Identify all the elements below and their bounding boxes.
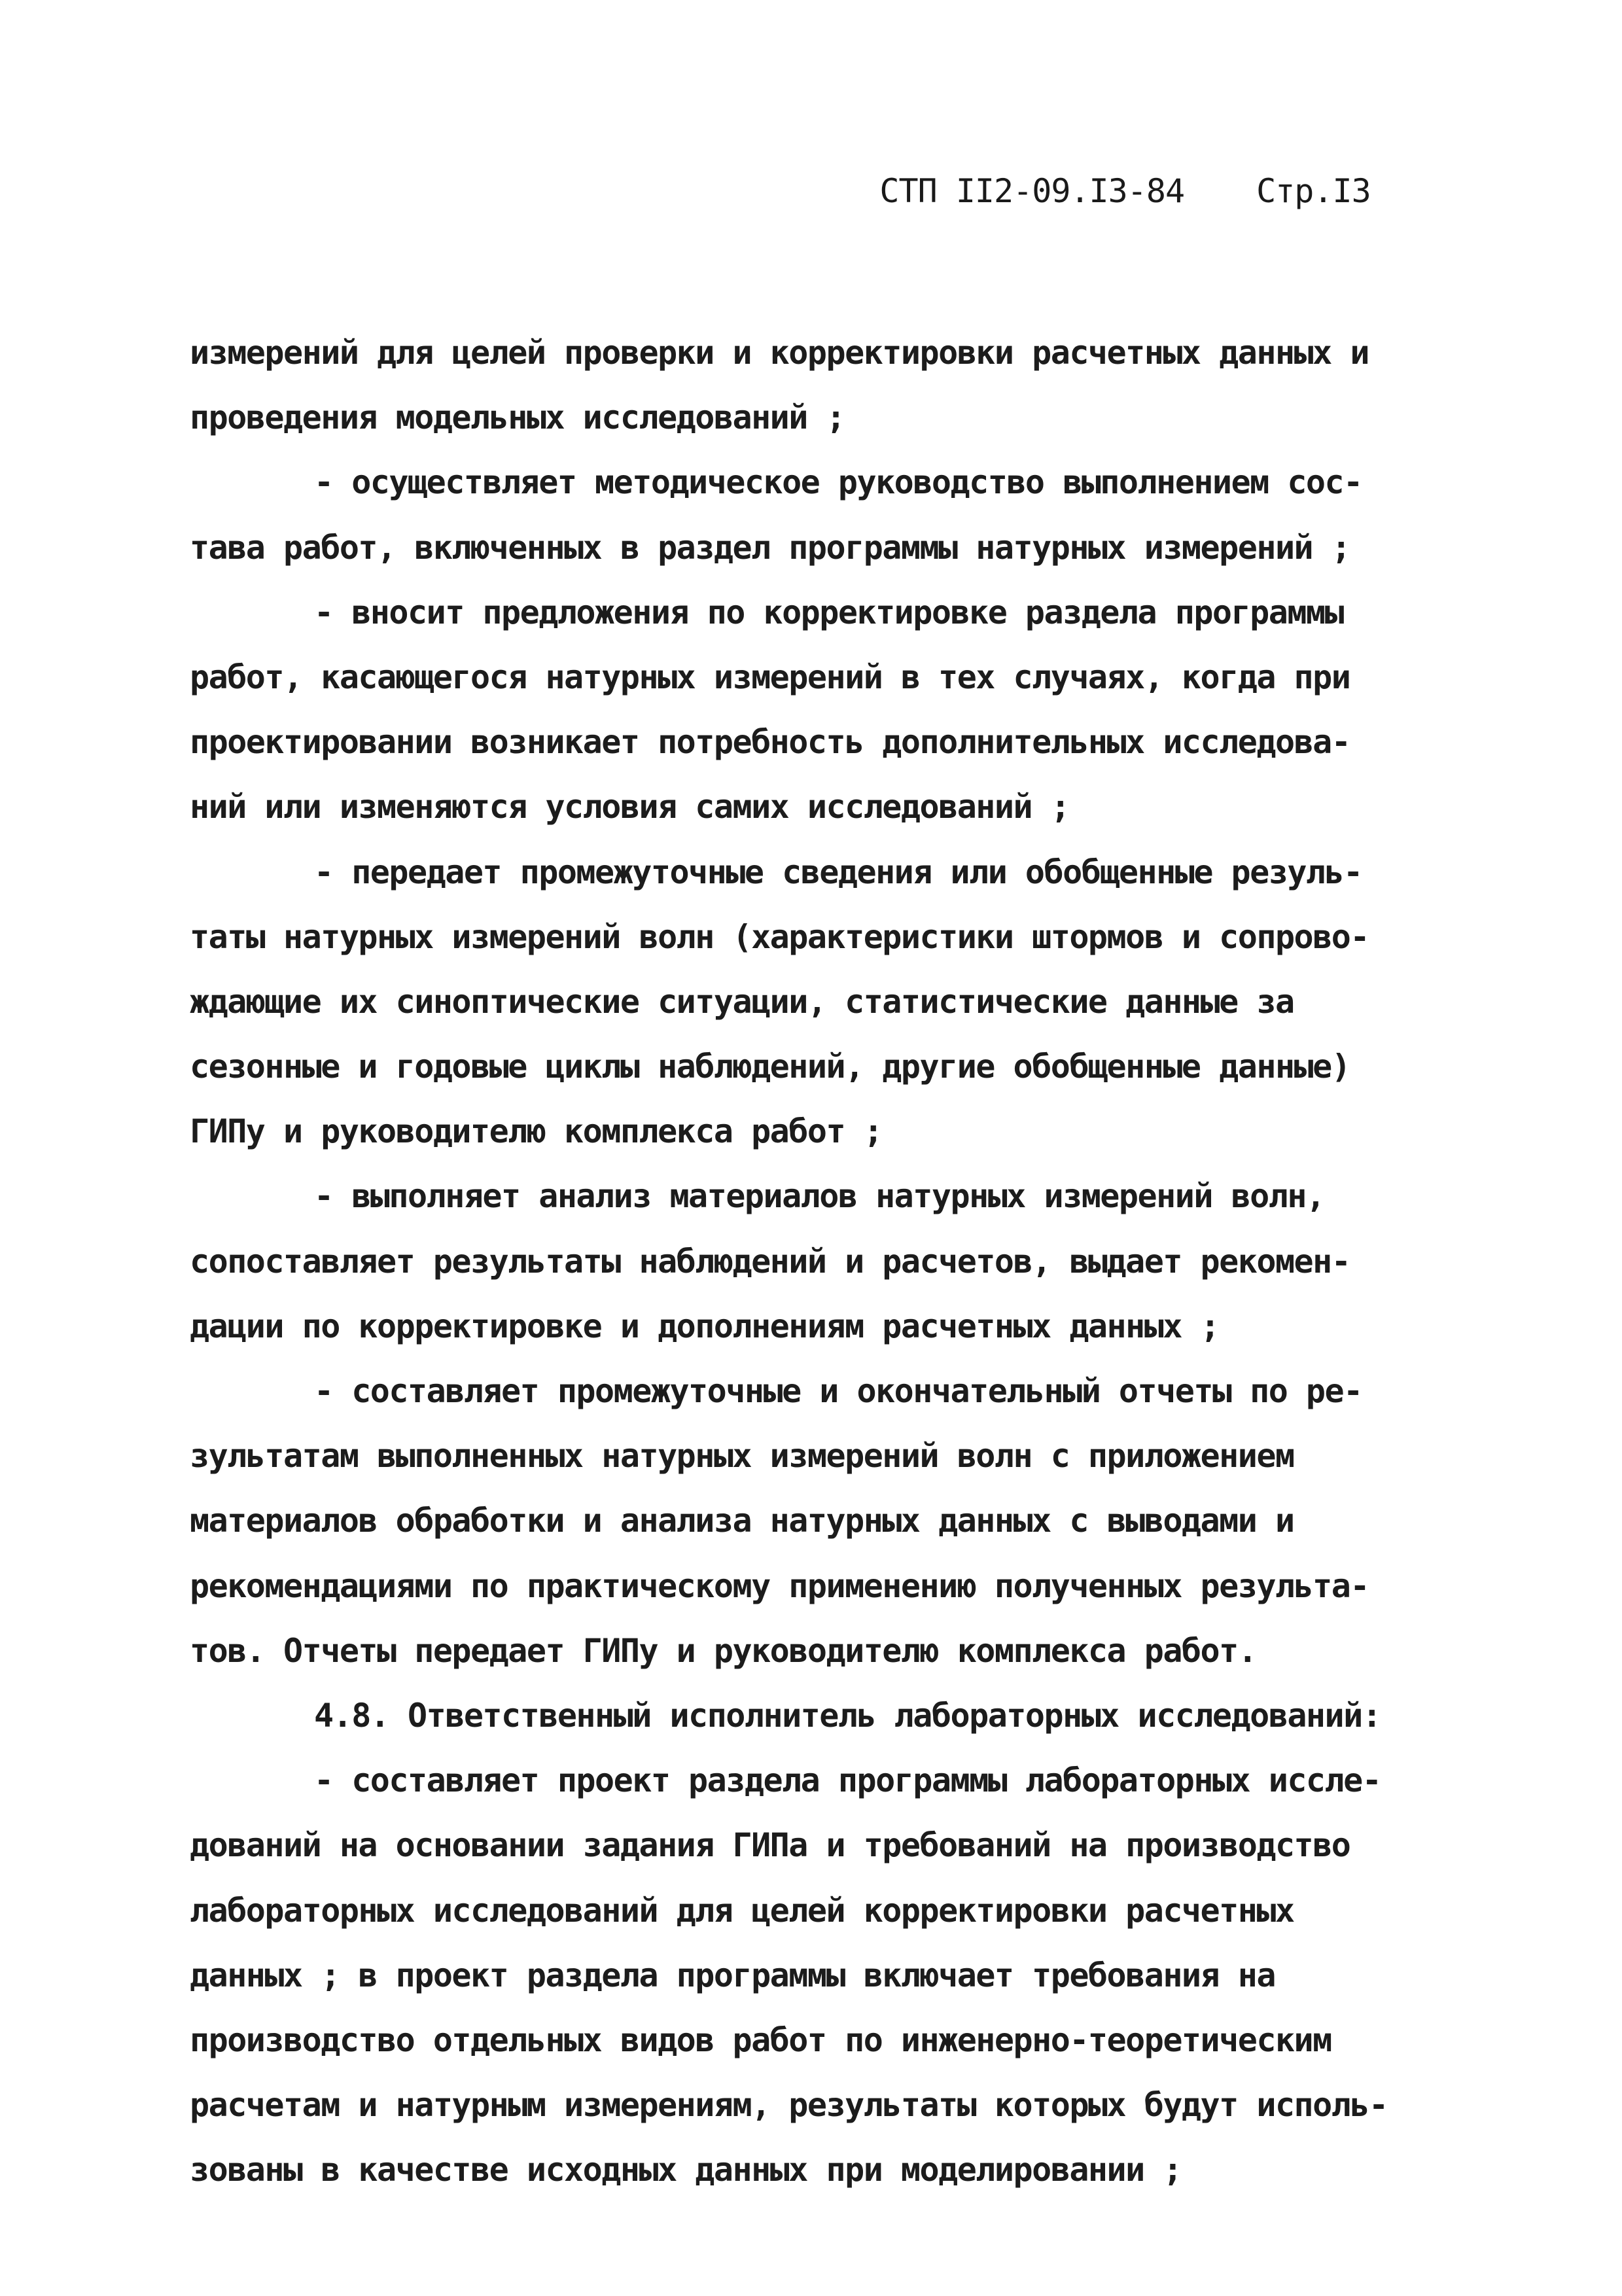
text-line: рекомендациями по практическому применению полученных результа-	[190, 1566, 1369, 1605]
text-line: измерений для целей проверки и корректировки расчетных данных и	[190, 334, 1369, 372]
text-line: - составляет промежуточные и окончательный отчеты по ре-	[314, 1372, 1362, 1410]
text-line: материалов обработки и анализа натурных данных с выводами и	[190, 1502, 1294, 1540]
text-line: - передает промежуточные сведения или обобщенные резуль-	[314, 853, 1362, 891]
text-line: проведения модельных исследований ;	[190, 398, 845, 437]
text-line: ждающие их синоптические ситуации, статистические данные за	[190, 982, 1294, 1021]
text-line: работ, касающегося натурных измерений в тех случаях, когда при	[190, 658, 1350, 696]
text-line: сезонные и годовые циклы наблюдений, другие обобщенные данные)	[190, 1048, 1350, 1086]
text-line: производство отдельных видов работ по инженерно-теоретическим	[190, 2021, 1331, 2059]
document-body	[190, 321, 1485, 2202]
page-number: Стр.I3	[1256, 172, 1371, 210]
text-line: расчетам и натурным измерениям, результаты которых будут исполь-	[190, 2086, 1388, 2125]
text-line: зованы в качестве исходных данных при моделировании ;	[190, 2151, 1182, 2189]
text-line: тава работ, включенных в раздел программы натурных измерений ;	[190, 528, 1350, 567]
page-header	[803, 134, 1371, 248]
text-line: сопоставляет результаты наблюдений и расчетов, выдает рекомен-	[190, 1242, 1350, 1280]
text-line: таты натурных измерений волн (характеристики штормов и сопрово-	[190, 917, 1369, 956]
text-line: ГИПу и руководителю комплекса работ ;	[190, 1112, 883, 1151]
text-line: - вносит предложения по корректировке раздела программы	[314, 593, 1344, 631]
text-line: дований на основании задания ГИПа и требований на производство	[190, 1826, 1350, 1865]
text-line: - выполняет анализ материалов натурных измерений волн,	[314, 1177, 1325, 1216]
text-line: дации по корректировке и дополнениям расчетных данных ;	[190, 1307, 1220, 1345]
text-line: лабораторных исследований для целей корректировки расчетных	[190, 1891, 1294, 1930]
document-code: СТП II2-09.I3-84	[879, 172, 1185, 210]
text-line: - осуществляет методическое руководство выполнением сос-	[314, 463, 1362, 502]
text-line: ний или изменяются условия самих исследований ;	[190, 788, 1070, 826]
text-line: 4.8. Ответственный исполнитель лабораторных исследований:	[314, 1696, 1381, 1735]
text-line: данных ; в проект раздела программы включает требования на	[190, 1956, 1275, 1994]
text-line: тов. Отчеты передает ГИПу и руководителю комплекса работ.	[190, 1631, 1257, 1670]
text-line: зультатам выполненных натурных измерений волн с приложением	[190, 1437, 1294, 1475]
text-line: проектировании возникает потребность дополнительных исследова-	[190, 723, 1350, 762]
text-line: - составляет проект раздела программы лабораторных иссле-	[314, 1761, 1381, 1800]
